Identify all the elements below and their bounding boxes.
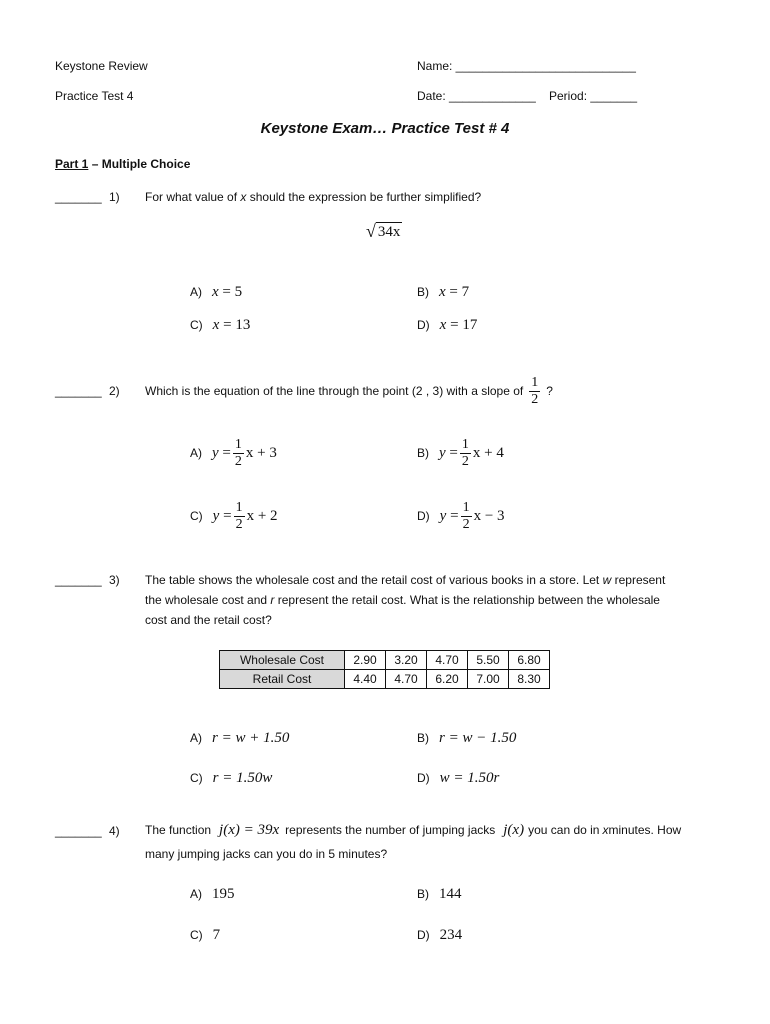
question-number-2: 2) — [109, 384, 120, 398]
part-heading — [55, 157, 190, 171]
choice-label: D) — [417, 771, 430, 785]
table-cell: 6.80 — [509, 651, 550, 670]
answer-blank-2: _______ — [55, 384, 102, 398]
answer-blank-4: _______ — [55, 824, 102, 838]
choice-value: 234 — [439, 927, 463, 943]
choice-label: D) — [417, 928, 430, 942]
square-root-icon: √ — [366, 221, 376, 241]
choice-tail: x + 4 — [472, 444, 504, 461]
choice-4c — [190, 927, 220, 944]
coef-denominator: 2 — [234, 453, 242, 469]
page-title: Keystone Exam… Practice Test # 4 — [260, 120, 510, 137]
q3-line1-b: represent — [611, 573, 666, 587]
q3-line2-var: r — [270, 593, 275, 607]
choice-value: 195 — [212, 886, 235, 902]
choice-label: B) — [417, 887, 429, 901]
choice-expr: w = 1.50r — [439, 770, 500, 786]
choice-3b — [417, 730, 516, 747]
choice-lhs: y — [439, 507, 447, 524]
question-text-3-line-3: cost and the retail cost? — [145, 613, 272, 627]
q4-text-d: minutes. How — [608, 823, 682, 837]
coef-numerator: 1 — [462, 499, 470, 515]
q4-text-var: x — [602, 823, 609, 837]
table-cell: 3.20 — [386, 651, 427, 670]
question-text-3-line-2 — [145, 593, 660, 607]
choice-label: A) — [190, 446, 202, 460]
choice-expr: r = 1.50w — [212, 770, 273, 786]
choice-label: D) — [417, 509, 430, 523]
row-header: Wholesale Cost — [220, 651, 345, 670]
coef-denominator: 2 — [462, 516, 470, 532]
choice-rhs: 5 — [234, 284, 243, 300]
q1-text-a: For what value of — [145, 190, 241, 204]
function-definition: j(x) = 39x — [219, 822, 280, 838]
q4-text-b: represents the number of jumping jacks — [285, 823, 496, 837]
name-field-label: Name: ___________________________ — [417, 59, 636, 73]
choice-4d — [417, 927, 462, 944]
coef-numerator: 1 — [234, 436, 242, 452]
test-name: Practice Test 4 — [55, 89, 134, 103]
choice-lhs: y — [212, 444, 219, 461]
choice-2d: D) y = $\frac{1}{2}$ x − 3 — [417, 499, 505, 532]
choice-4a — [190, 886, 235, 903]
choice-lhs: x — [439, 317, 447, 333]
choice-lhs: x — [212, 317, 220, 333]
choice-label: A) — [190, 731, 202, 745]
q4-text-c: you can do in — [528, 823, 600, 837]
table-cell: 2.90 — [345, 651, 386, 670]
choice-1a: A) x = 5 — [190, 284, 243, 300]
choice-tail: x + 3 — [245, 444, 277, 461]
choice-lhs: y — [212, 507, 220, 524]
choice-label: C) — [190, 509, 203, 523]
choice-label: B) — [417, 731, 429, 745]
part-suffix: – Multiple Choice — [88, 157, 191, 171]
choice-label: C) — [190, 318, 203, 332]
coef-denominator: 2 — [235, 516, 243, 532]
period-field-label: Period: _______ — [549, 89, 638, 103]
q2-text-end: ? — [546, 384, 553, 398]
q2-text: Which is the equation of the line through the point (2 , 3) with a slope of — [145, 384, 524, 398]
choice-expr: r = w + 1.50 — [212, 730, 290, 746]
table-cell: 7.00 — [468, 670, 509, 689]
row-header: Retail Cost — [220, 670, 345, 689]
choice-lhs: x — [212, 284, 219, 300]
table-row — [220, 651, 550, 670]
choice-expr: r = w − 1.50 — [439, 730, 517, 746]
table-cell: 4.70 — [427, 651, 468, 670]
choice-3a — [190, 730, 289, 747]
choice-value: 7 — [212, 927, 221, 943]
choice-1c: C) x = 13 — [190, 317, 251, 333]
date-field-label: Date: _____________ — [417, 89, 536, 103]
radical-expression — [366, 222, 402, 242]
choice-rhs: 17 — [462, 317, 478, 333]
q3-line2-b: represent the retail cost. What is the relationship between the wholesale — [274, 593, 660, 607]
coef-numerator: 1 — [461, 436, 469, 452]
choice-value: 144 — [439, 886, 462, 902]
choice-label: B) — [417, 446, 429, 460]
function-notation: j(x) — [503, 822, 525, 838]
coef-denominator: 2 — [461, 453, 469, 469]
question-text-3-line-1 — [145, 573, 665, 587]
choice-2a: A) y = $\frac{1}{2}$ x + 3 — [190, 436, 277, 469]
table-cell: 6.20 — [427, 670, 468, 689]
table-cell: 5.50 — [468, 651, 509, 670]
choice-4b — [417, 886, 462, 903]
q3-line1-a: The table shows the wholesale cost and the retail cost of various books in a store. Let — [145, 573, 603, 587]
choice-label: A) — [190, 285, 202, 299]
choice-tail: x + 2 — [246, 507, 278, 524]
radicand: 34x — [377, 224, 401, 240]
table-cell: 8.30 — [509, 670, 550, 689]
question-number-3: 3) — [109, 573, 120, 587]
table-cell: 4.70 — [386, 670, 427, 689]
slope-denominator: 2 — [531, 391, 539, 407]
part-label: Part 1 — [55, 157, 89, 171]
choice-2c: C) y = $\frac{1}{2}$ x + 2 — [190, 499, 278, 532]
table-row — [220, 670, 550, 689]
choice-label: C) — [190, 771, 203, 785]
q4-text-a: The function — [145, 823, 212, 837]
choice-label: D) — [417, 318, 430, 332]
q3-line1-var: w — [602, 573, 612, 587]
q1-text-var: x — [240, 190, 247, 204]
choice-label: B) — [417, 285, 429, 299]
choice-rhs: 13 — [235, 317, 251, 333]
choice-lhs: x — [439, 284, 446, 300]
cost-table — [219, 650, 550, 689]
question-text-4-line-2: many jumping jacks can you do in 5 minutes? — [145, 847, 388, 861]
question-text-4-line-1 — [145, 822, 681, 839]
coef-numerator: 1 — [235, 499, 243, 515]
choice-3c — [190, 770, 272, 787]
question-number-1: 1) — [109, 190, 120, 204]
answer-blank-3: _______ — [55, 573, 102, 587]
choice-2b: B) y = $\frac{1}{2}$ x + 4 — [417, 436, 504, 469]
choice-lhs: y — [439, 444, 446, 461]
q1-text-b: should the expression be further simplified? — [246, 190, 482, 204]
course-name: Keystone Review — [55, 59, 148, 73]
choice-rhs: 7 — [461, 284, 470, 300]
question-text-2 — [145, 373, 553, 409]
question-number-4: 4) — [109, 824, 120, 838]
table-cell: 4.40 — [345, 670, 386, 689]
choice-1d: D) x = 17 — [417, 317, 478, 333]
choice-1b: B) x = 7 — [417, 284, 470, 300]
choice-tail: x − 3 — [473, 507, 505, 524]
choice-3d — [417, 770, 499, 787]
slope-numerator: 1 — [531, 374, 539, 390]
answer-blank-1: _______ — [55, 190, 102, 204]
choice-label: A) — [190, 887, 202, 901]
question-text-1 — [145, 190, 481, 204]
choice-label: C) — [190, 928, 203, 942]
q3-line2-a: the wholesale cost and — [145, 593, 271, 607]
